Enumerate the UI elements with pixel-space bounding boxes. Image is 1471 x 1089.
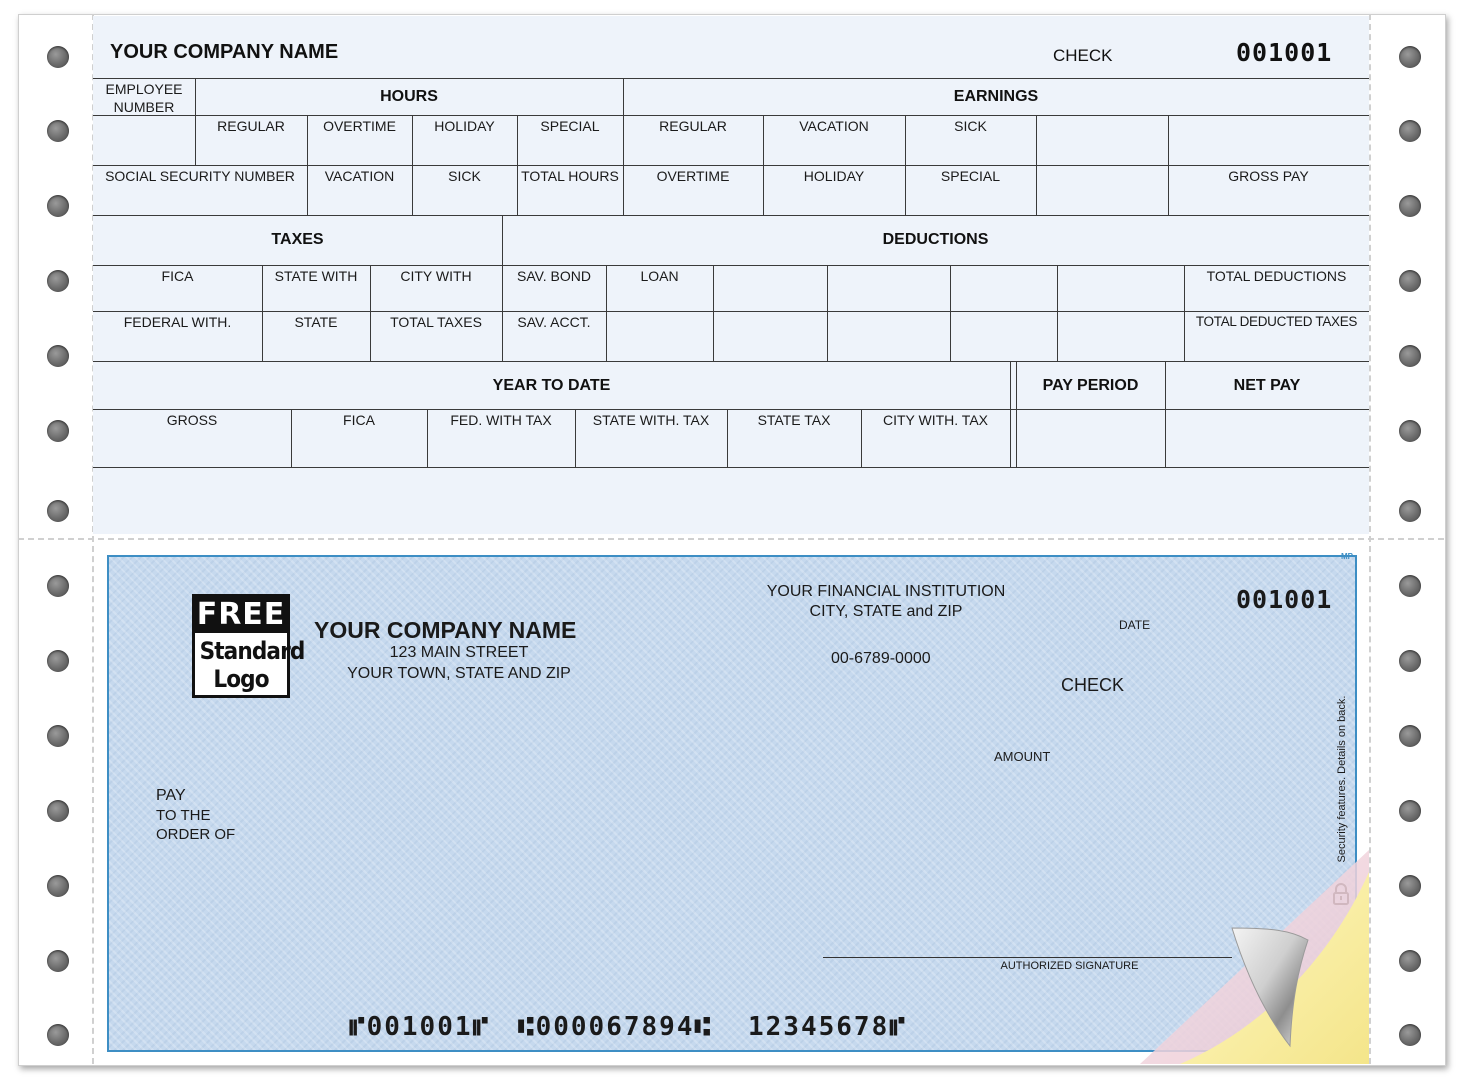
feed-hole [47,950,69,972]
federal-with-label: FEDERAL WITH. [123,314,232,330]
stub-check-label: CHECK [1053,46,1113,65]
feed-hole [1399,420,1421,442]
order-of-label: ORDER OF [156,826,236,843]
ytd-fica-label: FICA [343,412,375,428]
feed-hole [1399,800,1421,822]
year-to-date-header: YEAR TO DATE [492,377,611,394]
feed-hole [1399,46,1421,68]
ytd-fed-with-tax-label: FED. WITH TAX [450,412,552,428]
feed-hole [47,46,69,68]
loan-label: LOAN [640,268,679,284]
company-town: YOUR TOWN, STATE AND ZIP [347,665,571,682]
feed-hole [1399,195,1421,217]
rule [93,467,1369,468]
pay-period-header: PAY PERIOD [1042,377,1139,394]
check-number: 001001 [1236,585,1333,614]
hours-overtime-label: OVERTIME [323,118,396,134]
logo-free-text: FREE [196,597,286,632]
earnings-overtime-label: OVERTIME [656,168,730,184]
fica-label: FICA [161,268,194,284]
security-note: Security features. Details on back. [1336,695,1348,863]
company-street: 123 MAIN STREET [389,644,529,661]
state-with-label: STATE WITH [274,268,358,284]
feed-hole [47,875,69,897]
rule [93,78,1369,79]
ssn-label: SOCIAL SECURITY NUMBER [105,168,295,184]
rule [93,215,1369,216]
feed-hole [47,270,69,292]
feed-hole [47,345,69,367]
feed-hole [1399,345,1421,367]
feed-hole [1399,1024,1421,1046]
taxes-header: TAXES [271,231,324,248]
check-label: CHECK [1061,675,1125,695]
rule [950,265,951,361]
rule [93,311,1369,312]
ytd-state-tax-label: STATE TAX [757,412,831,428]
earnings-holiday-label: HOLIDAY [803,168,865,184]
feed-hole [47,800,69,822]
net-pay-header: NET PAY [1233,377,1301,394]
feed-hole [1399,875,1421,897]
earnings-vacation-label: VACATION [799,118,869,134]
hours-holiday-label: HOLIDAY [434,118,495,134]
hours-vacation-label: VACATION [324,168,395,184]
city-with-label: CITY WITH [400,268,472,284]
feed-hole [1399,725,1421,747]
stub-check-number: 001001 [1236,38,1333,67]
ytd-gross-label: GROSS [166,412,218,428]
rule [93,265,1369,266]
ytd-state-with-tax-label: STATE WITH. TAX [592,412,710,428]
authorized-signature-label: AUTHORIZED SIGNATURE [1000,960,1139,972]
rule [827,265,828,361]
employee-number-label: EMPLOYEE NUMBER [105,81,183,115]
feed-hole [47,575,69,597]
feed-hole [1399,650,1421,672]
sav-bond-label: SAV. BOND [517,268,591,284]
rule [1057,265,1058,361]
gross-pay-label: GROSS PAY [1228,168,1309,184]
feed-hole [47,650,69,672]
financial-institution: YOUR FINANCIAL INSTITUTION [766,583,1006,600]
amount-label: AMOUNT [994,749,1051,764]
page-curl-multipart [1140,850,1370,1064]
feed-hole [47,725,69,747]
stub-company-name: YOUR COMPANY NAME [110,41,339,63]
institution-city: CITY, STATE and ZIP [809,603,963,620]
sav-acct-label: SAV. ACCT. [517,314,591,330]
feed-hole [47,1024,69,1046]
total-deductions-label: TOTAL DEDUCTIONS [1206,268,1347,284]
feed-hole [47,195,69,217]
ytd-city-with-tax-label: CITY WITH. TAX [882,412,988,428]
feed-hole [1399,500,1421,522]
stub-check-perforation [18,538,1444,540]
free-standard-logo [192,594,305,698]
hours-header: HOURS [380,88,438,105]
rule [1168,115,1169,215]
total-taxes-label: TOTAL TAXES [390,314,482,330]
rule [1036,115,1037,215]
routing-fraction: 00-6789-0000 [831,650,931,667]
feed-hole [1399,575,1421,597]
hours-sick-label: SICK [448,168,481,184]
feed-hole [1399,950,1421,972]
pay-label: PAY [156,787,186,804]
logo-standard-text: Standard Logo [199,637,305,693]
micr-routing-number: ⑆000067894⑆ [518,1012,713,1042]
deductions-header: DEDUCTIONS [882,231,989,248]
feed-hole [47,500,69,522]
to-the-label: TO THE [156,807,211,824]
rule [93,115,1369,116]
rule [1010,361,1011,467]
hours-special-label: SPECIAL [540,118,600,134]
micr-account-number: 12345678⑈ [748,1012,907,1042]
check-company-name: YOUR COMPANY NAME [314,617,577,643]
feed-hole [1399,120,1421,142]
feed-hole [47,420,69,442]
earnings-header: EARNINGS [953,88,1039,105]
earnings-special-label: SPECIAL [940,168,1001,184]
date-label: DATE [1119,618,1151,632]
earnings-sick-label: SICK [954,118,987,134]
feed-hole [47,120,69,142]
mp-mark: MP [1341,552,1353,561]
feed-hole [1399,270,1421,292]
rule [93,165,1369,166]
state-label: STATE [294,314,338,330]
total-hours-label: TOTAL HOURS [521,168,619,184]
rule [93,361,1369,362]
rule [713,265,714,361]
earnings-regular-label: REGULAR [659,118,727,134]
hours-regular-label: REGULAR [217,118,285,134]
total-deducted-taxes-label: TOTAL DEDUCTED TAXES [1195,314,1358,329]
micr-check-number: ⑈001001⑈ [349,1012,491,1042]
rule [93,409,1369,410]
